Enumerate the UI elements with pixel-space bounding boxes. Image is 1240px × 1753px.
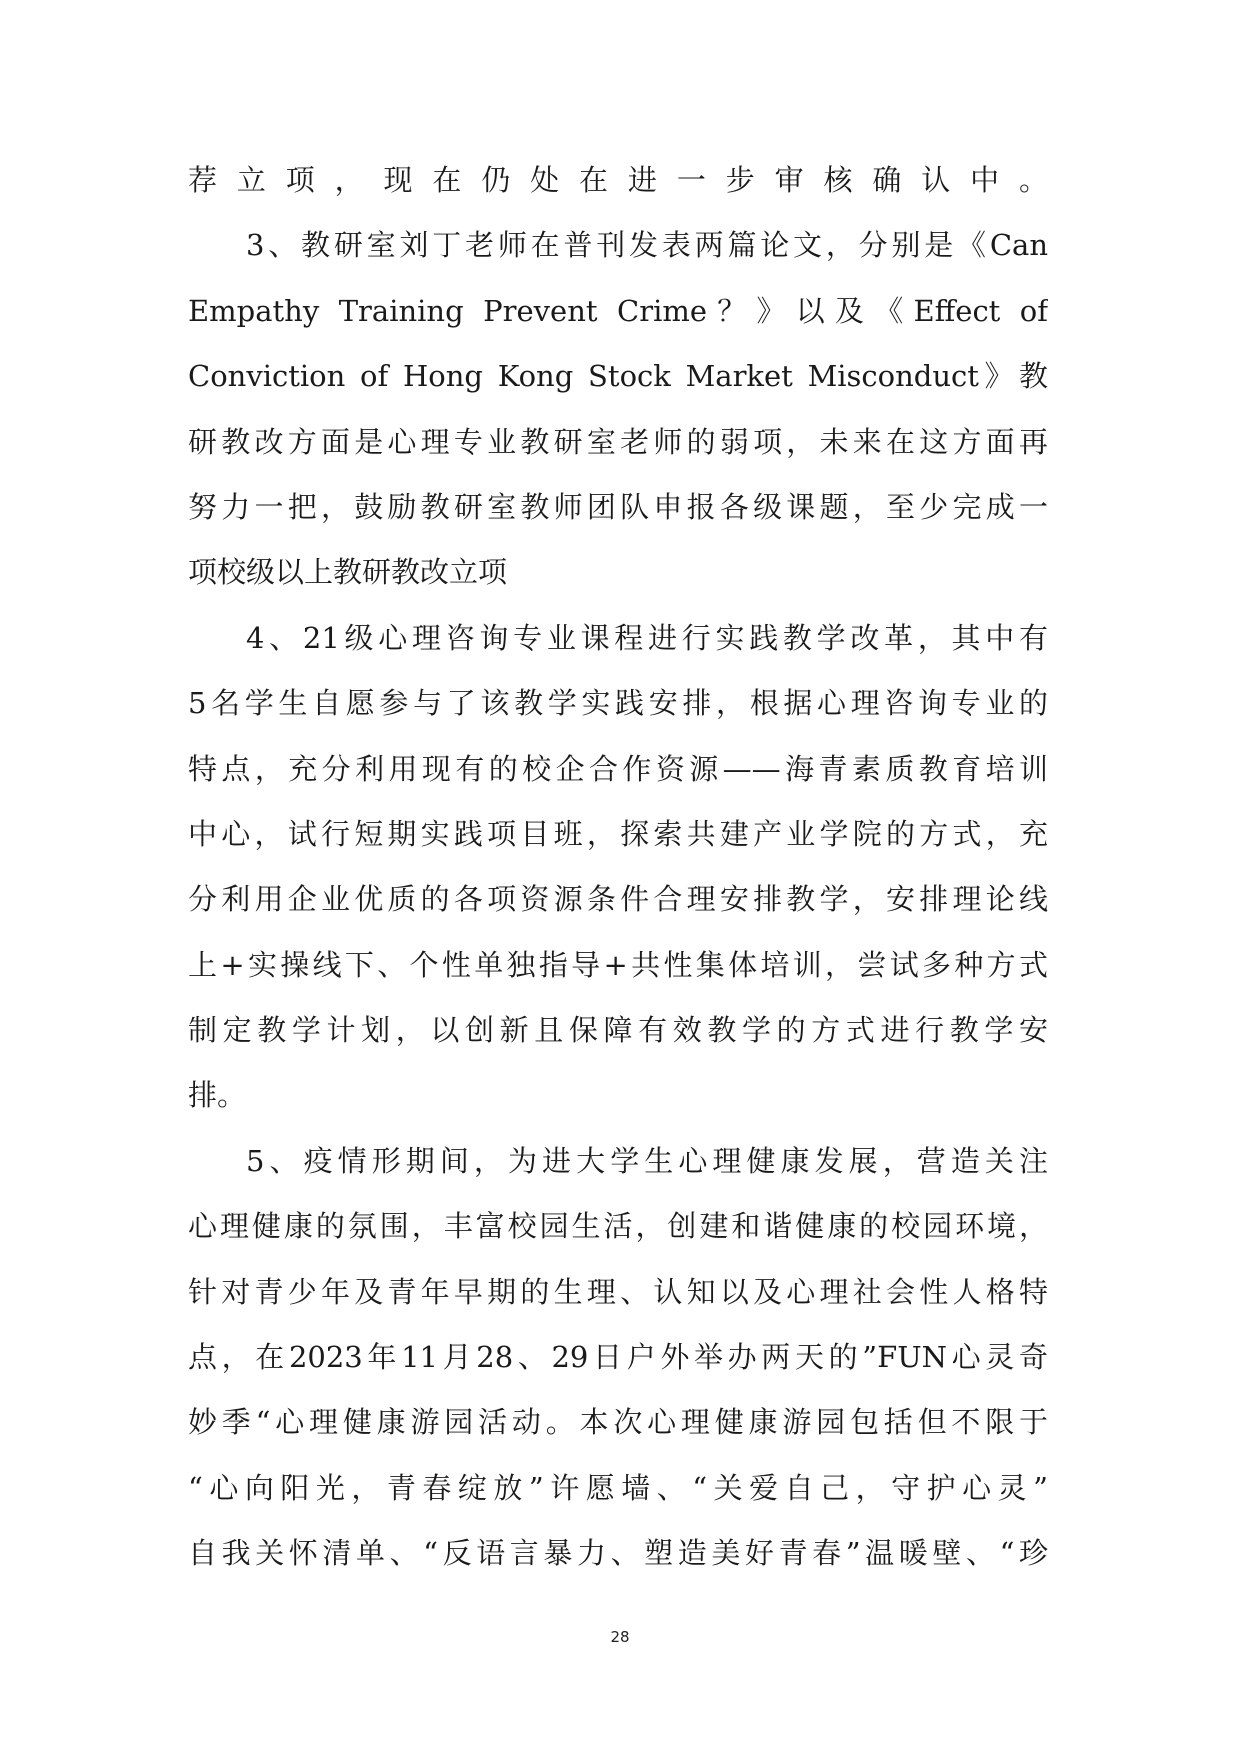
text-line: 自我关怀清单、“反语言暴力、塑造美好青春”温暖壁、“珍 [188,1536,1048,1571]
text-line: 上+实操线下、个性单独指导+共性集体培训，尝试多种方式 [188,947,1048,982]
text-line: 分利用企业优质的各项资源条件合理安排教学，安排理论线 [188,882,1048,917]
text-line: 制定教学计划，以创新且保障有效教学的方式进行教学安 [188,1013,1048,1048]
text-line: 点，在2023年11月28、29日户外举办两天的”FUN心灵奇 [188,1340,1048,1375]
text-line: 针对青少年及青年早期的生理、认知以及心理社会性人格特 [188,1274,1048,1309]
text-line: 项校级以上教研教改立项 [188,555,508,590]
text-line: “心向阳光，青春绽放”许愿墙、“关爱自己，守护心灵” [188,1470,1048,1505]
text-line: 心理健康的氛围，丰富校园生活，创建和谐健康的校园环境， [188,1209,1048,1244]
text-line: 排。 [188,1078,247,1113]
text-line: 3、教研室刘丁老师在普刊发表两篇论文，分别是《Can [246,228,1048,263]
text-line: 努力一把，鼓励教研室教师团队申报各级课题，至少完成一 [188,489,1048,524]
text-line: 5、疫情形期间，为进大学生心理健康发展，营造关注 [246,1143,1048,1178]
page-number: 28 [610,1628,630,1646]
text-line: 5名学生自愿参与了该教学实践安排，根据心理咨询专业的 [188,686,1048,721]
text-line: 中心，试行短期实践项目班，探索共建产业学院的方式，充 [188,816,1048,851]
text-line: Conviction of Hong Kong Stock Market Misconduct》教 [188,359,1048,394]
text-line: 妙季“心理健康游园活动。本次心理健康游园包括但不限于 [188,1405,1048,1440]
body-text [188,148,1048,1587]
text-line: 4、21级心理咨询专业课程进行实践教学改革，其中有 [246,620,1048,655]
text-line: 特点，充分利用现有的校企合作资源——海青素质教育培训 [188,751,1048,786]
text-line: Empathy Training Prevent Crime？》以及《Effect of [188,293,1048,328]
text-line: 荐立项，现在仍处在进一步审核确认中。 [188,163,1048,197]
text-line: 研教改方面是心理专业教研室老师的弱项，未来在这方面再 [188,424,1048,459]
